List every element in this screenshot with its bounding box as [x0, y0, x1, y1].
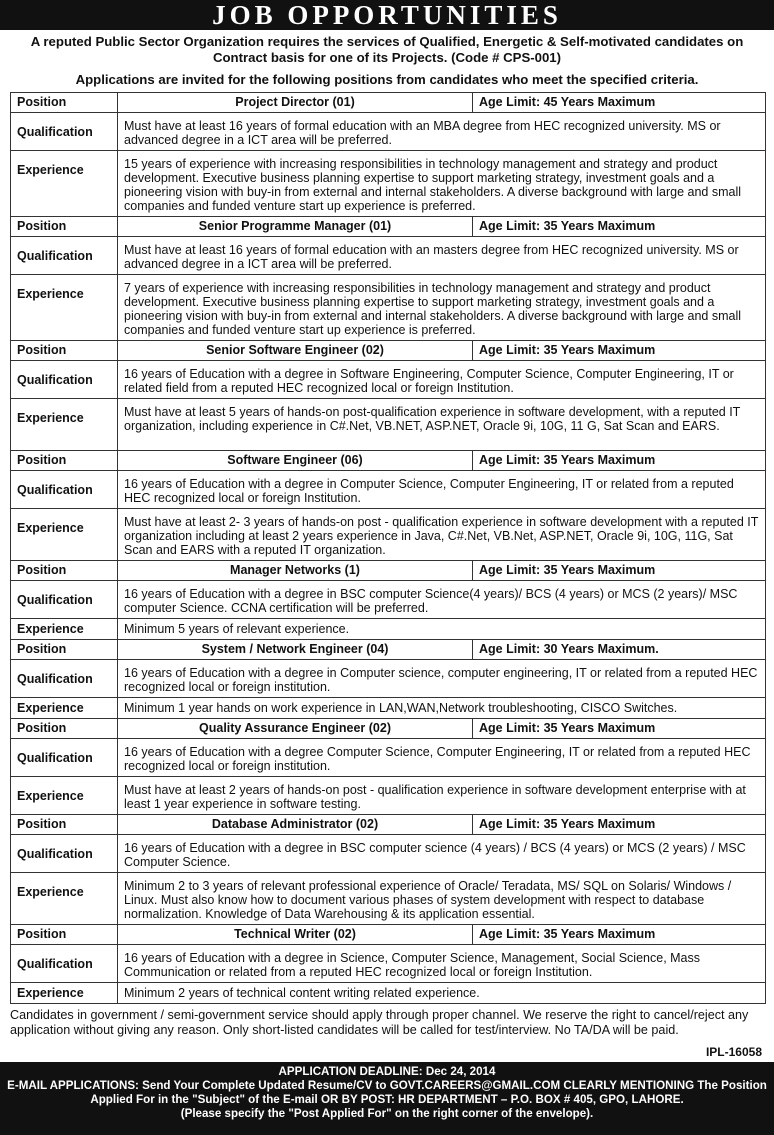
experience-row — [11, 509, 766, 561]
position-label: Position — [11, 93, 118, 113]
qualification-label: Qualification — [11, 945, 118, 983]
experience-row — [11, 619, 766, 640]
intro-text: A reputed Public Sector Organization requires the services of Qualified, Energetic & Self-motivated candidates on Contract basis for one of its Projects. (Code # CPS-001) — [30, 34, 744, 65]
age-limit: Age Limit: 35 Years Maximum — [473, 815, 766, 835]
position-row — [11, 561, 766, 581]
experience-label: Experience — [11, 983, 118, 1004]
qualification-text: 16 years of Education with a degree in BSC computer science (4 years) / BCS (4 years) or MCS (2 years) / MSC Computer Science. — [118, 835, 766, 873]
experience-row — [11, 399, 766, 451]
qualification-row — [11, 739, 766, 777]
job-title: Quality Assurance Engineer (02) — [118, 719, 473, 739]
qualification-text: 16 years of Education with a degree in BSC computer Science(4 years)/ BCS (4 years) or MCS (2 years)/ MSC computer Science. CCNA certification will be preferred. — [118, 581, 766, 619]
age-limit: Age Limit: 45 Years Maximum — [473, 93, 766, 113]
experience-label: Experience — [11, 509, 118, 561]
position-row — [11, 451, 766, 471]
position-row — [11, 640, 766, 660]
experience-text: Minimum 2 to 3 years of relevant professional experience of Oracle/ Teradata, MS/ SQL on Solaris/ Windows / Linux. Must also know how to document various phases of system development with respect to database normalization. Knowledge of Data Warehousing & its application essential. — [118, 873, 766, 925]
qualification-row — [11, 237, 766, 275]
experience-text: 15 years of experience with increasing responsibilities in technology management and strategy and product development. Executive business planning expertise to support marketing strategy, investment goals and a pioneering vision with buy-in from external and internal stakeholders. A diverse background with large and small companies and funded venture start up experience is preferred. — [118, 151, 766, 217]
qualification-text: 16 years of Education with a degree in Computer science, computer engineering, IT or related from a reputed HEC recognized local or foreign institution. — [118, 660, 766, 698]
experience-label: Experience — [11, 698, 118, 719]
position-label: Position — [11, 925, 118, 945]
qualification-text: 16 years of Education with a degree in Science, Computer Science, Management, Social Science, Mass Communication or related from a reputed HEC recognized local or foreign Institution. — [118, 945, 766, 983]
age-limit: Age Limit: 35 Years Maximum — [473, 217, 766, 237]
banner-title: JOB OPPORTUNITIES — [0, 0, 774, 30]
position-row — [11, 341, 766, 361]
position-row — [11, 217, 766, 237]
job-title: Manager Networks (1) — [118, 561, 473, 581]
age-limit: Age Limit: 30 Years Maximum. — [473, 640, 766, 660]
age-limit: Age Limit: 35 Years Maximum — [473, 561, 766, 581]
experience-text: Must have at least 2- 3 years of hands-on post - qualification experience in software development with a reputed IT organization including at least 2 years experience in Java, C#.Net, VB.Net, ASP.NET, Oracle 9i, 10G, 11G, Sat Scan and EARS with a reputed IT organization. — [118, 509, 766, 561]
qualification-label: Qualification — [11, 739, 118, 777]
experience-text: Minimum 1 year hands on work experience in LAN,WAN,Network troubleshooting, CISCO Switches. — [118, 698, 766, 719]
experience-row — [11, 983, 766, 1004]
job-title: Database Administrator (02) — [118, 815, 473, 835]
job-title: System / Network Engineer (04) — [118, 640, 473, 660]
qualification-row — [11, 471, 766, 509]
position-row — [11, 93, 766, 113]
qualification-label: Qualification — [11, 361, 118, 399]
experience-label: Experience — [11, 873, 118, 925]
qualification-label: Qualification — [11, 581, 118, 619]
qualification-row — [11, 581, 766, 619]
application-deadline: APPLICATION DEADLINE: Dec 24, 2014 — [278, 1065, 496, 1078]
position-label: Position — [11, 719, 118, 739]
qualification-label: Qualification — [11, 660, 118, 698]
application-instructions — [0, 1062, 774, 1135]
qualification-row — [11, 945, 766, 983]
qualification-text: Must have at least 16 years of formal education with an masters degree from HEC recognized university. MS or advanced degree in a ICT area will be preferred. — [118, 237, 766, 275]
job-title: Senior Programme Manager (01) — [118, 217, 473, 237]
job-title: Technical Writer (02) — [118, 925, 473, 945]
experience-row — [11, 873, 766, 925]
reference-code: IPL-16058 — [705, 1045, 762, 1059]
jobs-table — [10, 92, 766, 1004]
qualification-label: Qualification — [11, 835, 118, 873]
experience-row — [11, 275, 766, 341]
email-instructions: E-MAIL APPLICATIONS: Send Your Complete Updated Resume/CV to GOVT.CAREERS@GMAIL.COM CLEARLY MENTIONING The Position Applied For in the "Subject" of the E-mail OR BY POST: HR DEPARTMENT – P.O. BOX # 405, GPO, LAHORE. — [7, 1079, 767, 1106]
experience-label: Experience — [11, 777, 118, 815]
experience-label: Experience — [11, 399, 118, 451]
experience-label: Experience — [11, 275, 118, 341]
position-label: Position — [11, 451, 118, 471]
qualification-row — [11, 835, 766, 873]
experience-text: Must have at least 5 years of hands-on post-qualification experience in software development, with a reputed IT organization, including experience in C#.Net, VB.NET, ASP.NET, Oracle 9i, 10G, 11 G, Sat Scan and EARS. — [118, 399, 766, 451]
qualification-text: Must have at least 16 years of formal education with an MBA degree from HEC recognized university. MS or advanced degree in a ICT area will be preferred. — [118, 113, 766, 151]
position-row — [11, 815, 766, 835]
qualification-row — [11, 660, 766, 698]
experience-label: Experience — [11, 151, 118, 217]
experience-row — [11, 151, 766, 217]
qualification-text: 16 years of Education with a degree in Computer Science, Computer Engineering, IT or related from a reputed HEC recognized local or foreign Institution. — [118, 471, 766, 509]
job-title: Project Director (01) — [118, 93, 473, 113]
position-label: Position — [11, 561, 118, 581]
age-limit: Age Limit: 35 Years Maximum — [473, 341, 766, 361]
footer-note: Candidates in government / semi-government service should apply through proper channel. We reserve the right to cancel/reject any application without giving any reason. Only short-listed candidates will be called for test/interview. No TA/DA will be paid. — [10, 1008, 749, 1037]
qualification-row — [11, 361, 766, 399]
experience-text: Minimum 5 years of relevant experience. — [118, 619, 766, 640]
position-label: Position — [11, 815, 118, 835]
qualification-text: 16 years of Education with a degree Computer Science, Computer Engineering, IT or related from a reputed HEC recognized local or foreign institution. — [118, 739, 766, 777]
envelope-note: (Please specify the "Post Applied For" on the right corner of the envelope). — [180, 1107, 594, 1120]
experience-label: Experience — [11, 619, 118, 640]
position-label: Position — [11, 341, 118, 361]
age-limit: Age Limit: 35 Years Maximum — [473, 451, 766, 471]
experience-row — [11, 698, 766, 719]
job-title: Senior Software Engineer (02) — [118, 341, 473, 361]
qualification-label: Qualification — [11, 113, 118, 151]
position-label: Position — [11, 640, 118, 660]
qualification-label: Qualification — [11, 471, 118, 509]
experience-text: Must have at least 2 years of hands-on post - qualification experience in software development enterprise with at least 1 year experience in software testing. — [118, 777, 766, 815]
qualification-label: Qualification — [11, 237, 118, 275]
age-limit: Age Limit: 35 Years Maximum — [473, 719, 766, 739]
experience-row — [11, 777, 766, 815]
position-row — [11, 925, 766, 945]
position-row — [11, 719, 766, 739]
job-title: Software Engineer (06) — [118, 451, 473, 471]
age-limit: Age Limit: 35 Years Maximum — [473, 925, 766, 945]
position-label: Position — [11, 217, 118, 237]
experience-text: 7 years of experience with increasing responsibilities in technology management and strategy and product development. Executive business planning expertise to support marketing strategy, investment goals and a pioneering vision with buy-in from external and internal stakeholders. A diverse background with large and small companies and funded venture start up experience is preferred. — [118, 275, 766, 341]
experience-text: Minimum 2 years of technical content writing related experience. — [118, 983, 766, 1004]
invite-text: Applications are invited for the following positions from candidates who meet the specified criteria. — [75, 72, 699, 87]
qualification-row — [11, 113, 766, 151]
qualification-text: 16 years of Education with a degree in Software Engineering, Computer Science, Computer Engineering, IT or related field from a reputed HEC recognized local or foreign Institution. — [118, 361, 766, 399]
